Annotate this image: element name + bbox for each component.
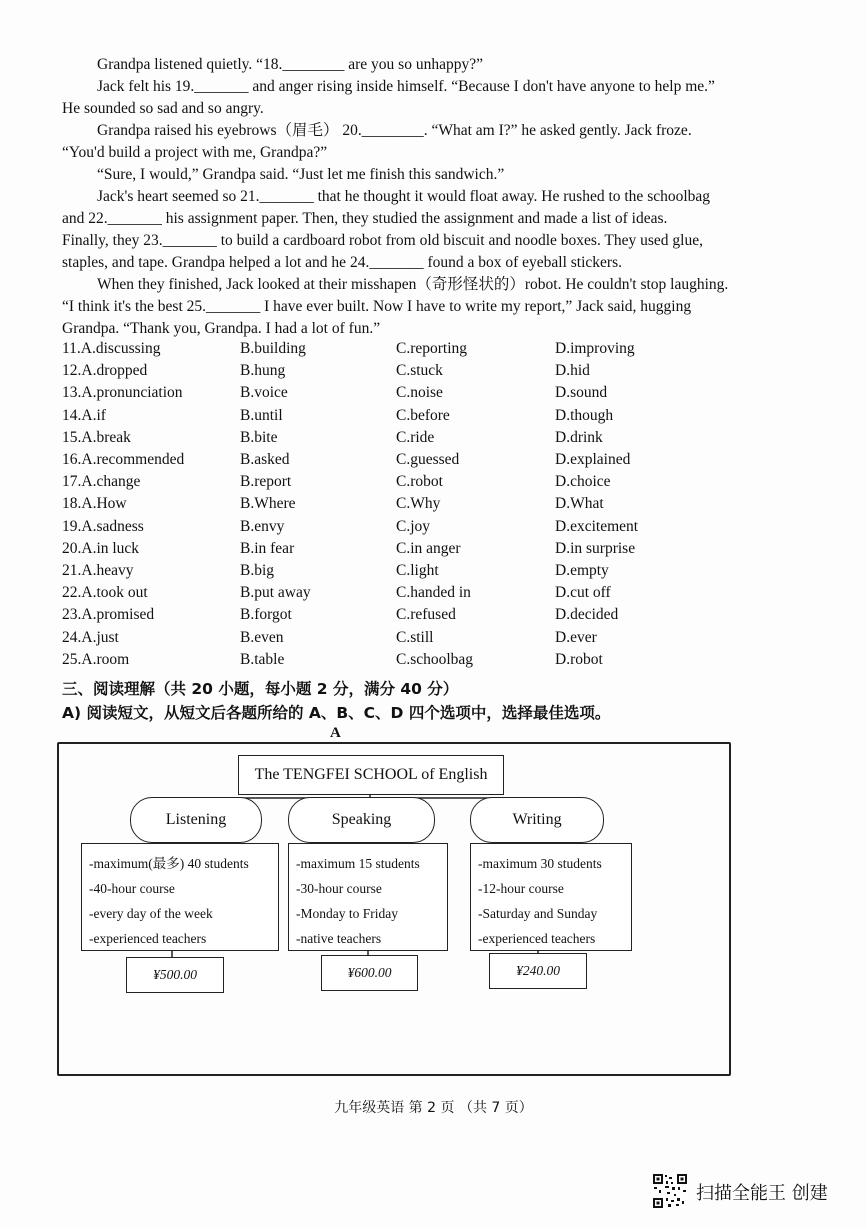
option-choice: 22.A.took out — [62, 584, 148, 602]
passage-line: “You'd build a project with me, Grandpa?” — [62, 144, 328, 161]
option-choice: 16.A.recommended — [62, 451, 185, 468]
option-choice: D.explained — [555, 451, 631, 468]
option-choice: C.stuck — [396, 362, 443, 380]
option-choice: D.ever — [555, 628, 597, 646]
detail-line: -experienced teachers — [89, 931, 207, 946]
option-choice: D.drink — [555, 428, 603, 446]
option-choice: B.even — [240, 628, 284, 646]
option-choice: 17.A.change — [62, 473, 141, 491]
option-choice: B.report — [240, 473, 292, 491]
course-writing-price: ¥240.00 — [489, 953, 587, 989]
option-choice: 18.A.How — [62, 495, 127, 513]
option-choice: D.decided — [555, 606, 619, 624]
option-choice: D.in surprise — [555, 539, 636, 557]
option-choice: C.joy — [396, 517, 431, 535]
detail-line: -maximum 15 students — [296, 856, 420, 871]
option-choice: B.forgot — [240, 606, 292, 624]
passage-line: Finally, they 23._______ to build a cardboard robot from old biscuit and noodle boxes. They used glue, — [62, 232, 703, 249]
passage-line: Grandpa raised his eyebrows（眉毛） 20.________. “What am I?” he asked gently. Jack froze. — [97, 122, 692, 139]
option-choice: 12.A.dropped — [62, 362, 148, 380]
option-choice: B.hung — [240, 362, 286, 380]
option-choice: D.empty — [555, 562, 609, 579]
option-choice: C.in anger — [396, 539, 461, 557]
course-speaking-price: ¥600.00 — [321, 955, 418, 991]
section-instruction: A) 阅读短文，从短文后各题所给的 A、B、C、D 四个选项中，选择最佳选项。 — [62, 704, 611, 722]
course-listening-price: ¥500.00 — [126, 957, 224, 993]
qr-code-icon — [652, 1173, 688, 1209]
option-choice: 23.A.promised — [62, 606, 155, 624]
passage-label: A — [330, 725, 341, 741]
option-choice: C.before — [396, 406, 450, 424]
detail-line: -native teachers — [296, 931, 382, 946]
course-speaking-label: Speaking — [288, 797, 435, 843]
option-choice: B.until — [240, 406, 283, 424]
detail-line: -Monday to Friday — [296, 906, 398, 921]
option-choice: C.Why — [396, 495, 441, 513]
option-choice: 25.A.room — [62, 650, 130, 668]
option-choice: D.cut off — [555, 584, 611, 602]
option-choice: 11.A.discussing — [62, 340, 161, 357]
detail-line: -every day of the week — [89, 906, 213, 921]
option-choice: 20.A.in luck — [62, 539, 140, 557]
option-choice: 24.A.just — [62, 628, 119, 646]
option-choice: C.refused — [396, 606, 456, 624]
detail-line: -12-hour course — [478, 881, 564, 896]
option-choice: D.choice — [555, 473, 611, 491]
option-choice: B.bite — [240, 428, 278, 446]
passage-line: When they finished, Jack looked at their misshapen（奇形怪状的）robot. He couldn't stop laughing. — [97, 276, 729, 293]
option-choice: 13.A.pronunciation — [62, 384, 183, 402]
option-choice: D.hid — [555, 362, 590, 380]
detail-line: -maximum(最多) 40 students — [89, 856, 249, 871]
option-choice: B.asked — [240, 451, 290, 468]
page-footer: 九年级英语 第 2 页 （共 7 页） — [334, 1100, 533, 1116]
passage-line: “Sure, I would,” Grandpa said. “Just let me finish this sandwich.” — [97, 166, 505, 183]
option-choice: B.building — [240, 340, 306, 357]
option-choice: B.put away — [240, 584, 311, 602]
passage-line: “I think it's the best 25._______ I have ever built. Now I have to write my report,” Jack said, hugging — [62, 298, 692, 315]
option-choice: B.in fear — [240, 539, 295, 557]
school-title: The TENGFEI SCHOOL of English — [238, 755, 504, 795]
option-choice: B.table — [240, 650, 285, 668]
option-choice: 15.A.break — [62, 428, 131, 446]
passage-line: and 22._______ his assignment paper. Then, they studied the assignment and made a list of ideas. — [62, 210, 668, 227]
option-choice: C.noise — [396, 384, 443, 402]
option-choice: 19.A.sadness — [62, 517, 144, 535]
course-listening-label: Listening — [130, 797, 262, 843]
course-writing-details — [470, 843, 632, 951]
detail-line: -40-hour course — [89, 881, 175, 896]
option-choice: 14.A.if — [62, 406, 106, 424]
course-writing-label: Writing — [470, 797, 604, 843]
option-choice: D.robot — [555, 650, 603, 668]
course-speaking-details — [288, 843, 448, 951]
option-choice: B.big — [240, 562, 275, 579]
detail-line: -Saturday and Sunday — [478, 906, 598, 921]
option-choice: D.excitement — [555, 517, 639, 535]
option-choice: C.robot — [396, 473, 443, 491]
option-choice: C.handed in — [396, 584, 471, 602]
option-choice: D.sound — [555, 384, 608, 402]
option-choice: C.still — [396, 628, 434, 646]
option-choice: 21.A.heavy — [62, 562, 134, 579]
option-choice: B.envy — [240, 517, 285, 535]
passage-line: Grandpa listened quietly. “18.________ are you so unhappy?” — [97, 56, 483, 73]
option-choice: C.ride — [396, 428, 435, 446]
option-choice: B.Where — [240, 495, 296, 513]
option-choice: C.schoolbag — [396, 650, 474, 668]
scanner-watermark — [652, 1173, 862, 1213]
passage-line: Jack's heart seemed so 21._______ that he thought it would float away. He rushed to the schoolbag — [97, 188, 711, 205]
option-choice: D.What — [555, 495, 604, 513]
section-heading: 三、阅读理解（共 20 小题，每小题 2 分，满分 40 分） — [62, 680, 459, 698]
scanner-text: 扫描全能王 创建 — [696, 1183, 828, 1204]
option-choice: D.though — [555, 406, 614, 424]
passage-line: He sounded so sad and so angry. — [62, 100, 264, 117]
passage-line: Grandpa. “Thank you, Grandpa. I had a lot of fun.” — [62, 320, 381, 337]
option-choice: C.guessed — [396, 451, 460, 468]
option-choice: D.improving — [555, 340, 635, 357]
detail-line: -maximum 30 students — [478, 856, 602, 871]
passage-line: Jack felt his 19._______ and anger rising inside himself. “Because I don't have anyone to help me.” — [97, 78, 715, 95]
detail-line: -30-hour course — [296, 881, 382, 896]
option-choice: C.light — [396, 562, 439, 579]
passage-line: staples, and tape. Grandpa helped a lot and he 24._______ found a box of eyeball stickers. — [62, 254, 622, 271]
detail-line: -experienced teachers — [478, 931, 596, 946]
option-choice: B.voice — [240, 384, 288, 402]
option-choice: C.reporting — [396, 340, 468, 357]
course-listening-details — [81, 843, 279, 951]
